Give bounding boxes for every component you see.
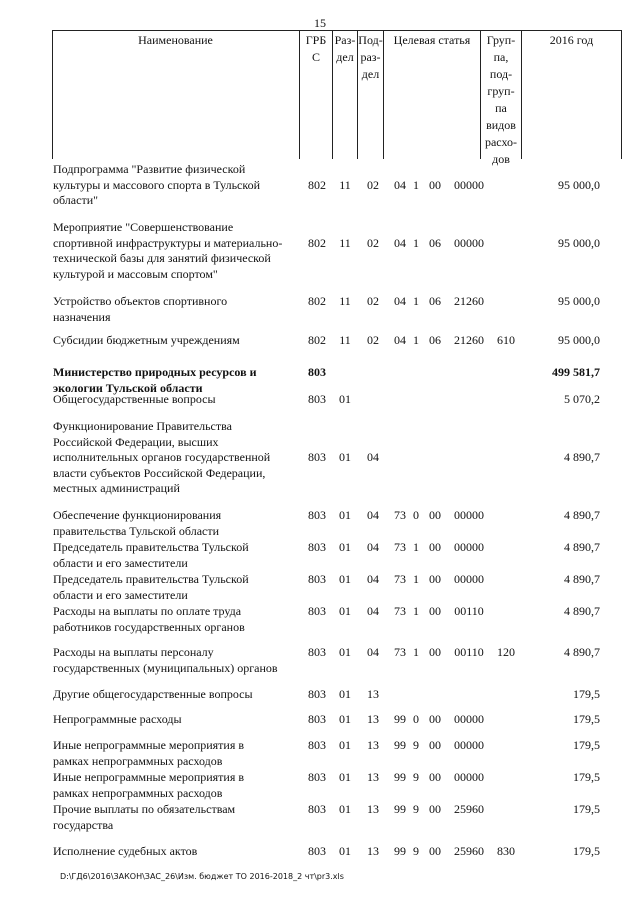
- target-event-code: 00: [429, 540, 441, 554]
- row-name: [53, 712, 289, 728]
- amount-2016: 4 890,7: [564, 572, 600, 586]
- section-code: 01: [339, 712, 351, 726]
- target-subprogram-code: 1: [413, 235, 419, 250]
- section-code: 01: [339, 738, 351, 752]
- amount-2016: 4 890,7: [564, 450, 600, 464]
- amount-2016: 499 581,7: [552, 365, 600, 379]
- header-expense-type-line: видов: [486, 118, 516, 132]
- row-name: [53, 419, 289, 497]
- row-name-line: культурой и массовым спортом": [53, 266, 218, 281]
- row-name: [53, 540, 289, 571]
- section-code: 01: [339, 604, 351, 618]
- target-subprogram-code: 0: [413, 712, 419, 726]
- target-event-code: 06: [429, 235, 441, 250]
- row-name-line: Председатель правительства Тульской: [53, 572, 249, 586]
- row-name-line: технической базы для занятий физической: [53, 251, 271, 265]
- header-razdel-line: дел: [336, 50, 354, 64]
- subsection-code: 02: [367, 235, 379, 250]
- section-code: 01: [339, 540, 351, 554]
- target-program-code: 99: [394, 844, 406, 858]
- header-podrazdel-line: Под-: [358, 33, 383, 47]
- row-name: [53, 687, 289, 703]
- target-event-code: 00: [429, 177, 441, 192]
- target-direction-code: 21260: [454, 294, 484, 308]
- row-name: [53, 604, 289, 635]
- grbs-code: 803: [308, 712, 326, 726]
- row-name-line: области": [53, 193, 99, 207]
- row-name-line: Министерство природных ресурсов и: [53, 365, 257, 379]
- row-name: [53, 333, 289, 349]
- row-name-line: государства: [53, 817, 114, 832]
- row-name: [53, 738, 289, 769]
- grbs-code: 803: [308, 540, 326, 554]
- target-subprogram-code: 9: [413, 844, 419, 858]
- grbs-code: 803: [308, 572, 326, 586]
- target-program-code: 99: [394, 770, 406, 784]
- target-direction-code: 25960: [454, 844, 484, 858]
- file-path-footer: D:\ГД6\2016\ЗАКОН\ЗАС_26\Изм. бюджет ТО 2016-2018_2 чт\pr3.xls: [60, 872, 344, 881]
- subsection-code: 13: [367, 687, 379, 701]
- row-name-line: местных администраций: [53, 481, 180, 495]
- amount-2016: 95 000,0: [558, 177, 600, 192]
- grbs-code: 803: [308, 687, 326, 701]
- header-expense-type-line: расхо-: [484, 135, 518, 149]
- grbs-code: 803: [308, 450, 326, 464]
- target-event-code: 06: [429, 294, 441, 308]
- header-year-text: 2016 год: [549, 33, 594, 47]
- subsection-code: 02: [367, 177, 379, 192]
- row-name-line: Подпрограмма "Развитие физической: [53, 162, 246, 176]
- row-name-line: спортивной инфраструктуры и материально-: [53, 235, 283, 250]
- row-name-line: Председатель правительства Тульской: [53, 540, 249, 554]
- amount-2016: 179,5: [573, 712, 600, 726]
- target-direction-code: 00000: [454, 770, 484, 784]
- grbs-code: 802: [308, 177, 326, 192]
- header-expense-type-line: Груп-: [486, 33, 516, 47]
- section-code: 01: [339, 802, 351, 816]
- section-code: 01: [339, 508, 351, 522]
- subsection-code: 04: [367, 572, 379, 586]
- grbs-code: 802: [308, 333, 326, 347]
- target-direction-code: 00000: [454, 572, 484, 586]
- row-name-line: работников государственных органов: [53, 619, 245, 634]
- target-subprogram-code: 1: [413, 645, 419, 659]
- amount-2016: 95 000,0: [558, 333, 600, 347]
- row-name-line: экологии Тульской области: [53, 380, 203, 395]
- row-name-line: исполнительных органов государственной: [53, 450, 271, 464]
- row-name-line: Иные непрограммные мероприятия в: [53, 738, 245, 752]
- target-program-code: 73: [394, 572, 406, 586]
- amount-2016: 179,5: [573, 770, 600, 784]
- expense-type-code: 120: [497, 645, 515, 659]
- subsection-code: 13: [367, 844, 379, 858]
- row-name-line: власти субъектов Российской Федерации,: [53, 465, 266, 480]
- subsection-code: 04: [367, 508, 379, 522]
- row-name-line: Прочие выплаты по обязательствам: [53, 802, 236, 816]
- subsection-code: 04: [367, 450, 379, 464]
- row-name-line: Расходы на выплаты персоналу: [53, 645, 214, 659]
- target-direction-code: 00110: [454, 645, 484, 659]
- subsection-code: 02: [367, 294, 379, 308]
- header-expense-type-line: па: [495, 101, 507, 115]
- header-name-text: Наименование: [138, 33, 213, 47]
- target-subprogram-code: 1: [413, 604, 419, 618]
- header-grbs-line: ГРБ: [305, 33, 327, 47]
- subsection-code: 13: [367, 770, 379, 784]
- target-direction-code: 00000: [454, 738, 484, 752]
- target-program-code: 73: [394, 645, 406, 659]
- amount-2016: 4 890,7: [564, 604, 600, 618]
- section-code: 01: [339, 770, 351, 784]
- row-name-line: области и его заместители: [53, 587, 188, 602]
- header-expense-type-line: дов: [492, 152, 510, 166]
- target-event-code: 00: [429, 508, 441, 522]
- target-direction-code: 21260: [454, 333, 484, 347]
- row-name-line: культуры и массового спорта в Тульской: [53, 177, 261, 192]
- target-event-code: 00: [429, 645, 441, 659]
- row-name-line: назначения: [53, 309, 111, 324]
- target-event-code: 00: [429, 572, 441, 586]
- amount-2016: 5 070,2: [564, 392, 600, 406]
- section-code: 11: [339, 177, 351, 192]
- target-direction-code: 00000: [454, 235, 484, 250]
- row-name-line: рамках непрограммных расходов: [53, 785, 223, 800]
- row-name-line: Исполнение судебных актов: [53, 844, 198, 858]
- amount-2016: 179,5: [573, 738, 600, 752]
- grbs-code: 803: [308, 770, 326, 784]
- grbs-code: 803: [308, 645, 326, 659]
- target-event-code: 00: [429, 770, 441, 784]
- target-subprogram-code: 1: [413, 572, 419, 586]
- target-program-code: 99: [394, 802, 406, 816]
- row-name-line: Расходы на выплаты по оплате труда: [53, 604, 242, 618]
- amount-2016: 179,5: [573, 687, 600, 701]
- target-program-code: 04: [394, 294, 406, 308]
- target-event-code: 00: [429, 604, 441, 618]
- row-name-line: Мероприятие "Совершенствование: [53, 220, 234, 234]
- amount-2016: 179,5: [573, 802, 600, 816]
- row-name-line: Иные непрограммные мероприятия в: [53, 770, 245, 784]
- target-subprogram-code: 9: [413, 770, 419, 784]
- row-name: [53, 802, 289, 833]
- grbs-code: 803: [308, 604, 326, 618]
- subsection-code: 04: [367, 645, 379, 659]
- section-code: 01: [339, 572, 351, 586]
- grbs-code: 803: [308, 802, 326, 816]
- row-name: [53, 392, 289, 408]
- header-podrazdel-line: дел: [361, 67, 380, 81]
- target-subprogram-code: 9: [413, 802, 419, 816]
- row-name-line: рамках непрограммных расходов: [53, 753, 223, 768]
- subsection-code: 13: [367, 738, 379, 752]
- row-name-line: области и его заместители: [53, 555, 188, 570]
- amount-2016: 95 000,0: [558, 235, 600, 250]
- row-name-line: Субсидии бюджетным учреждениям: [53, 333, 240, 347]
- row-name-line: Функционирование Правительства: [53, 419, 232, 433]
- subsection-code: 04: [367, 604, 379, 618]
- row-name: [53, 770, 289, 801]
- section-code: 01: [339, 392, 351, 406]
- row-name-line: государственных (муниципальных) органов: [53, 660, 278, 675]
- target-subprogram-code: 9: [413, 738, 419, 752]
- section-code: 01: [339, 450, 351, 464]
- target-subprogram-code: 1: [413, 540, 419, 554]
- header-expense-type-line: груп-: [487, 84, 515, 98]
- row-name-line: Устройство объектов спортивного: [53, 294, 228, 308]
- row-name: [53, 645, 289, 676]
- amount-2016: 179,5: [573, 844, 600, 858]
- row-name: [53, 572, 289, 603]
- expense-type-code: 830: [497, 844, 515, 858]
- row-name: [53, 294, 289, 325]
- row-name-line: Непрограммные расходы: [53, 712, 182, 726]
- grbs-code: 802: [308, 294, 326, 308]
- target-direction-code: 00110: [454, 604, 484, 618]
- target-subprogram-code: 1: [413, 333, 419, 347]
- header-expense-type-line: под-: [489, 67, 513, 81]
- target-direction-code: 00000: [454, 177, 484, 192]
- target-event-code: 00: [429, 844, 441, 858]
- target-program-code: 73: [394, 508, 406, 522]
- target-event-code: 06: [429, 333, 441, 347]
- grbs-code: 803: [308, 392, 326, 406]
- row-name: [53, 220, 289, 282]
- target-program-code: 04: [394, 235, 406, 250]
- header-podrazdel-line: раз-: [360, 50, 381, 64]
- row-name-line: правительства Тульской области: [53, 523, 220, 538]
- section-code: 11: [339, 333, 351, 347]
- target-subprogram-code: 1: [413, 294, 419, 308]
- target-subprogram-code: 0: [413, 508, 419, 522]
- section-code: 01: [339, 844, 351, 858]
- row-name: [53, 162, 289, 209]
- header-target-article-text: Целевая статья: [393, 33, 471, 47]
- target-event-code: 00: [429, 712, 441, 726]
- row-name-line: Российской Федерации, высших: [53, 434, 219, 449]
- target-direction-code: 25960: [454, 802, 484, 816]
- target-program-code: 04: [394, 177, 406, 192]
- target-program-code: 99: [394, 712, 406, 726]
- target-program-code: 04: [394, 333, 406, 347]
- section-code: 01: [339, 645, 351, 659]
- subsection-code: 13: [367, 712, 379, 726]
- amount-2016: 4 890,7: [564, 645, 600, 659]
- section-code: 11: [339, 294, 351, 308]
- subsection-code: 04: [367, 540, 379, 554]
- header-grbs-line: С: [311, 50, 320, 64]
- target-program-code: 73: [394, 540, 406, 554]
- target-direction-code: 00000: [454, 712, 484, 726]
- grbs-code: 802: [308, 235, 326, 250]
- target-direction-code: 00000: [454, 540, 484, 554]
- row-name-line: Другие общегосударственные вопросы: [53, 687, 253, 701]
- target-program-code: 99: [394, 738, 406, 752]
- row-name: [53, 508, 289, 539]
- target-event-code: 00: [429, 802, 441, 816]
- amount-2016: 4 890,7: [564, 540, 600, 554]
- grbs-code: 803: [308, 738, 326, 752]
- target-program-code: 73: [394, 604, 406, 618]
- target-event-code: 00: [429, 738, 441, 752]
- target-direction-code: 00000: [454, 508, 484, 522]
- section-code: 01: [339, 687, 351, 701]
- amount-2016: 4 890,7: [564, 508, 600, 522]
- expense-type-code: 610: [497, 333, 515, 347]
- page-number: 15: [314, 16, 326, 30]
- grbs-code: 803: [308, 508, 326, 522]
- grbs-code: 803: [308, 365, 326, 379]
- section-code: 11: [339, 235, 351, 250]
- row-name: [53, 844, 289, 860]
- amount-2016: 95 000,0: [558, 294, 600, 308]
- row-name-line: Общегосударственные вопросы: [53, 392, 216, 406]
- subsection-code: 13: [367, 802, 379, 816]
- header-expense-type-line: па,: [493, 50, 509, 64]
- subsection-code: 02: [367, 333, 379, 347]
- row-name-line: Обеспечение функционирования: [53, 508, 222, 522]
- grbs-code: 803: [308, 844, 326, 858]
- target-subprogram-code: 1: [413, 177, 419, 192]
- header-razdel-line: Раз-: [334, 33, 356, 47]
